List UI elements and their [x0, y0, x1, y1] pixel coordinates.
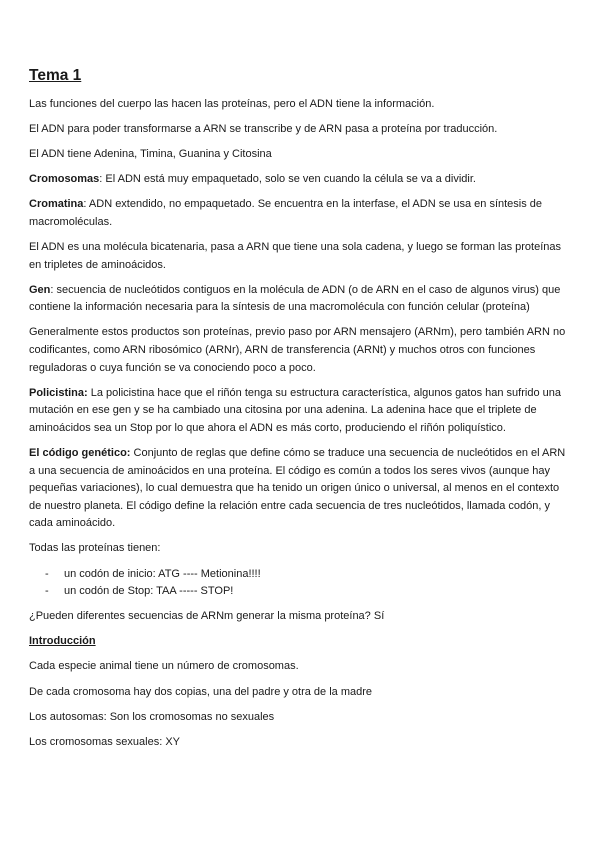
term-gen: Gen — [29, 283, 51, 296]
paragraph-todas-proteinas: Todas las proteínas tienen: — [29, 542, 161, 555]
paragraph-sexuales: Los cromosomas sexuales: XY — [29, 735, 181, 748]
definition-policistina — [29, 385, 574, 438]
definition-codigo-genetico-text: Conjunto de reglas que define cómo se traduce una secuencia de nucleótidos en el ARN a una secuencia de aminoácidos en una proteína. El código es común a todos los seres vivos (aunque hay pequeñas variaciones), lo cual demuestra que ha tenido un origen único o universal, al menos en el contexto de nuestro planeta. El código define la relación entre cada secuencia de tres nucleótidos, llamada codón, y cada aminoácido. — [29, 447, 566, 530]
definition-cromosomas-text: : El ADN está muy empaquetado, solo se ven cuando la célula se va a dividir. — [99, 173, 476, 186]
paragraph-funciones: Las funciones del cuerpo las hacen las proteínas, pero el ADN tiene la información. — [29, 98, 435, 110]
section-heading-introduccion — [29, 633, 574, 651]
paragraph-especie: Cada especie animal tiene un número de cromosomas. — [29, 660, 299, 673]
dash-bullet-icon: - — [45, 585, 49, 598]
term-cromatina: Cromatina — [29, 198, 84, 211]
paragraph-autosomas: Los autosomas: Son los cromosomas no sexuales — [29, 710, 275, 723]
paragraph-bases: El ADN tiene Adenina, Timina, Guanina y Citosina — [29, 148, 272, 161]
definition-cromatina — [29, 196, 574, 231]
definition-codigo-genetico — [29, 445, 574, 533]
paragraph-pregunta: ¿Pueden diferentes secuencias de ARNm generar la misma proteína? Sí — [29, 610, 385, 623]
definition-gen-text: : secuencia de nucleótidos contiguos en la molécula de ADN (o de ARN en el caso de algunos virus) que contiene la información necesaria para la síntesis de una macromolécula con función celular (proteína) — [29, 283, 561, 314]
dash-bullet-icon: - — [45, 567, 49, 580]
paragraph-bicatenaria: El ADN es una molécula bicatenaria, pasa a ARN que tiene una sola cadena, y luego se forman las proteínas en tripletes de aminoácidos. — [29, 241, 561, 271]
list-item — [45, 583, 574, 601]
document-page — [29, 66, 574, 759]
term-policistina: Policistina: — [29, 386, 88, 399]
definition-cromosomas — [29, 171, 574, 189]
paragraph-copias: De cada cromosoma hay dos copias, una del padre y otra de la madre — [29, 685, 373, 698]
definition-gen — [29, 282, 574, 317]
page-title: Tema 1 — [29, 67, 82, 84]
section-heading-text: Introducción — [29, 635, 96, 648]
definition-cromatina-text: : ADN extendido, no empaquetado. Se encuentra en la interfase, el ADN se usa en síntesis de macromoléculas. — [29, 198, 543, 228]
list-item-text: un codón de inicio: ATG ---- Metionina!!!! — [64, 567, 261, 580]
paragraph-generalmente: Generalmente estos productos son proteínas, previo paso por ARN mensajero (ARNm), pero también ARN no codificantes, como ARN ribosómico (ARNr), ARN de transferencia (ARNt) y muchos otros con funciones reguladoras o cuya función se va conociendo poco a poco. — [29, 326, 566, 374]
definition-policistina-text: La policistina hace que el riñón tenga su estructura característica, algunos gatos han sufrido una mutación en ese gen y se ha cambiado una citosina por una adenina. La adenina hace que el triplete de aminoácidos sea un Stop por lo que ahora el ADN es más corto, produciendo el riñón poliquístico. — [29, 386, 561, 434]
codon-list — [29, 566, 574, 601]
term-cromosomas: Cromosomas — [29, 173, 100, 186]
term-codigo-genetico: El código genético: — [29, 447, 131, 459]
list-item — [45, 566, 574, 584]
list-item-text: un codón de Stop: TAA ----- STOP! — [64, 585, 234, 598]
paragraph-transcripcion: El ADN para poder transformarse a ARN se transcribe y de ARN pasa a proteína por traducción. — [29, 123, 498, 136]
